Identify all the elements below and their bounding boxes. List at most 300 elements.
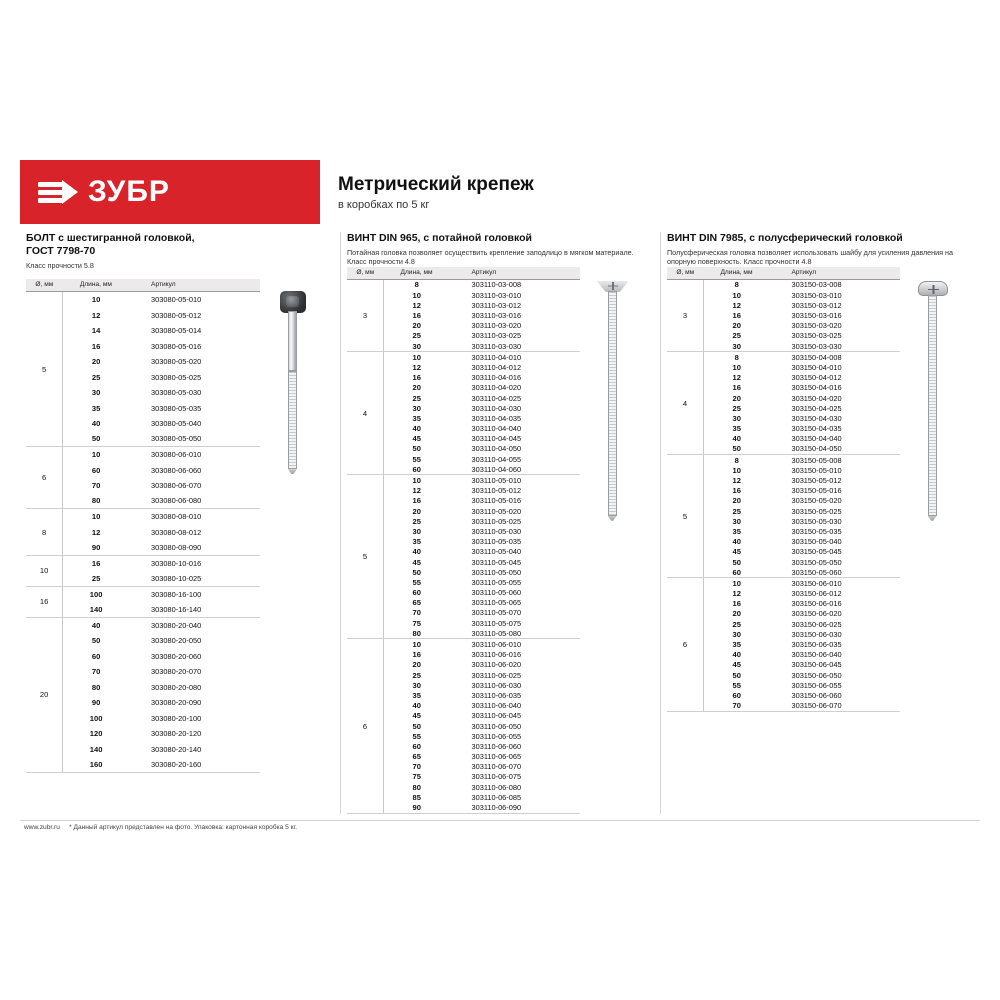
article-cell: 303150-05-012 [791, 476, 842, 485]
length-cell: 16 [412, 650, 421, 660]
article-cell: 303110-04-040 [471, 424, 522, 434]
length-cell: 16 [732, 486, 741, 496]
length-cell: 30 [384, 341, 450, 352]
length-cell: 8 [734, 455, 739, 465]
article-cell: 303110-06-075 [471, 772, 522, 782]
length-cell: 35 [91, 403, 101, 413]
length-cell: 35 [412, 537, 421, 547]
length-cell: 40 [732, 434, 741, 444]
length-cell: 45 [412, 711, 421, 721]
column-header-len: Длина, мм [704, 267, 770, 280]
article-cell: 303110-03-012 [471, 300, 522, 310]
length-cell: 80 [384, 628, 450, 639]
length-cell: 50 [732, 670, 741, 680]
article-cell: 303080-05-030 [151, 388, 202, 397]
length-cell: 100 [89, 713, 103, 723]
length-cell: 45 [412, 557, 421, 567]
article-cell: 303150-03-020 [791, 321, 842, 331]
article-cell: 303080-08-010 [151, 512, 202, 522]
article-cell: 303110-05-016 [471, 496, 522, 506]
length-cell: 30 [91, 388, 101, 397]
brand-block [20, 160, 320, 224]
article-cell: 303110-06-025 [471, 670, 522, 680]
column-header-art: Артикул [450, 267, 580, 280]
article-cell: 303150-04-040 [791, 434, 842, 444]
article-cell: 303150-03-025 [791, 331, 842, 341]
length-cell: 70 [704, 701, 770, 712]
article-cell: 303150-06-025 [791, 619, 842, 629]
length-cell: 25 [412, 393, 421, 403]
article-cell: 303080-20-070 [151, 667, 202, 676]
table-and-image [26, 279, 334, 773]
article-cell: 303150-03-008 [791, 280, 842, 290]
length-cell: 90 [91, 698, 101, 707]
length-cell: 40 [732, 650, 741, 660]
length-cell: 16 [91, 341, 101, 351]
length-cell: 10 [732, 465, 741, 475]
article-cell: 303110-05-035 [471, 537, 522, 547]
article-cell: 303110-05-070 [471, 608, 522, 618]
article-cell: 303110-05-040 [471, 547, 522, 557]
product-image [580, 267, 654, 814]
length-cell: 20 [412, 506, 421, 516]
article-cell: 303110-05-012 [471, 486, 522, 496]
length-cell: 20 [412, 321, 421, 331]
article-cell: 303110-04-016 [471, 373, 522, 383]
article-cell: 303080-20-090 [151, 698, 202, 707]
article-cell: 303110-04-012 [471, 362, 522, 372]
article-cell: 303150-05-008 [791, 455, 842, 465]
length-cell: 40 [91, 620, 101, 630]
length-cell: 40 [412, 547, 421, 557]
column-header-dia: Ø, мм [26, 279, 63, 292]
article-cell: 303110-06-070 [471, 762, 522, 772]
diameter-cell: 6 [667, 578, 704, 711]
article-cell: 303150-05-010 [791, 465, 842, 475]
article-cell: 303080-05-012 [151, 310, 202, 320]
article-cell: 303150-05-030 [791, 516, 842, 526]
spec-table [26, 279, 260, 773]
table-row [667, 578, 900, 589]
article-cell: 303110-05-055 [471, 577, 522, 587]
diameter-cell: 8 [26, 509, 63, 556]
length-cell: 75 [412, 618, 421, 628]
product-column-2 [340, 232, 660, 814]
article-cell: 303080-20-040 [151, 620, 202, 630]
article-cell: 303110-06-030 [471, 680, 522, 690]
length-cell: 12 [732, 373, 741, 383]
diameter-cell: 5 [667, 455, 704, 578]
article-cell: 303080-06-010 [151, 450, 202, 460]
table-row [347, 639, 580, 650]
length-cell: 70 [91, 667, 101, 676]
length-cell: 65 [412, 752, 421, 762]
article-cell: 303110-06-080 [471, 782, 522, 792]
length-cell: 8 [734, 280, 739, 290]
table-row [26, 617, 260, 633]
length-cell: 70 [91, 481, 101, 490]
length-cell: 40 [412, 701, 421, 711]
article-cell: 303150-06-055 [791, 680, 842, 690]
table-row [347, 475, 580, 486]
product-column-3 [660, 232, 980, 814]
article-cell: 303080-20-080 [151, 682, 202, 692]
length-cell: 25 [91, 372, 101, 382]
column-header-len: Длина, мм [63, 279, 129, 292]
table-row [26, 555, 260, 571]
columns-container [20, 232, 980, 814]
length-cell: 20 [91, 357, 101, 366]
length-cell: 16 [412, 311, 421, 320]
article-cell: 303080-20-120 [151, 729, 202, 738]
hex-bolt-icon [260, 291, 324, 491]
length-cell: 12 [412, 362, 421, 372]
length-cell: 45 [412, 434, 421, 444]
article-cell: 303150-06-010 [791, 578, 842, 588]
article-cell: 303150-05-016 [791, 486, 842, 496]
article-cell: 303150-04-050 [769, 444, 899, 455]
article-cell: 303150-06-016 [791, 599, 842, 609]
article-cell: 303110-05-075 [471, 618, 522, 628]
article-cell: 303110-03-030 [450, 341, 580, 352]
article-cell: 303080-05-035 [151, 403, 202, 413]
diameter-cell: 4 [667, 352, 704, 455]
length-cell: 60 [704, 567, 770, 578]
article-cell: 303080-05-040 [151, 419, 202, 428]
article-cell: 303080-16-140 [129, 602, 260, 618]
article-cell: 303150-05-035 [791, 526, 842, 536]
length-cell: 75 [412, 772, 421, 782]
length-cell: 16 [91, 558, 101, 568]
length-cell: 12 [412, 300, 421, 310]
length-cell: 35 [732, 640, 741, 649]
article-cell: 303110-04-035 [471, 413, 522, 423]
footer [20, 820, 980, 831]
diameter-cell: 3 [667, 279, 704, 351]
article-cell: 303110-04-020 [471, 383, 522, 393]
column-header-art: Артикул [769, 267, 899, 280]
article-cell: 303110-06-050 [471, 721, 522, 731]
table-row [26, 292, 260, 308]
diameter-cell: 6 [26, 447, 63, 509]
length-cell: 10 [732, 362, 741, 372]
column-title: ВИНТ DIN 7985, с полусферический головкой [667, 232, 903, 244]
article-cell: 303150-04-030 [791, 413, 842, 423]
length-cell: 90 [384, 802, 450, 813]
length-cell: 35 [412, 413, 421, 423]
article-cell: 303080-05-020 [151, 357, 202, 366]
length-cell: 10 [412, 290, 421, 300]
length-cell: 8 [734, 352, 739, 362]
article-cell: 303150-04-025 [791, 403, 842, 413]
length-cell: 40 [732, 537, 741, 547]
length-cell: 25 [732, 403, 741, 413]
length-cell: 80 [63, 493, 129, 509]
diameter-cell: 5 [347, 475, 384, 639]
length-cell: 12 [732, 589, 741, 599]
length-cell: 85 [412, 792, 421, 802]
length-cell: 80 [412, 782, 421, 792]
table-row [26, 447, 260, 463]
length-cell: 65 [412, 598, 421, 608]
length-cell: 16 [732, 311, 741, 320]
length-cell: 100 [89, 589, 103, 599]
length-cell: 60 [412, 741, 421, 751]
diameter-cell: 4 [347, 352, 384, 475]
article-cell: 303080-06-070 [151, 481, 202, 490]
diameter-cell: 16 [26, 586, 63, 617]
length-cell: 12 [91, 310, 101, 320]
length-cell: 25 [732, 506, 741, 516]
length-cell: 20 [732, 321, 741, 331]
table-row [667, 352, 900, 363]
diameter-cell: 6 [347, 639, 384, 813]
article-cell: 303150-03-010 [791, 290, 842, 300]
length-cell: 10 [91, 295, 101, 305]
length-cell: 30 [732, 629, 741, 639]
article-cell: 303110-05-050 [471, 567, 522, 577]
page-subtitle: в коробках по 5 кг [338, 199, 430, 211]
article-cell: 303110-06-060 [471, 741, 522, 751]
article-cell: 303080-20-160 [129, 757, 260, 773]
article-cell: 303080-20-050 [151, 636, 202, 645]
article-cell: 303110-06-065 [471, 752, 522, 762]
length-cell: 14 [91, 326, 101, 335]
length-cell: 25 [732, 331, 741, 341]
article-cell: 303150-03-012 [791, 300, 842, 310]
table-row [347, 352, 580, 363]
length-cell: 60 [384, 464, 450, 475]
length-cell: 25 [412, 516, 421, 526]
header-text-block [320, 160, 980, 224]
length-cell: 160 [63, 757, 129, 773]
length-cell: 25 [412, 331, 421, 341]
article-cell: 303110-03-008 [471, 280, 522, 290]
length-cell: 20 [412, 383, 421, 393]
product-image [900, 267, 974, 712]
column-title: ВИНТ DIN 965, с потайной головкой [347, 232, 532, 244]
table-row [26, 509, 260, 525]
article-cell: 303110-04-060 [450, 464, 580, 475]
article-cell: 303080-20-140 [151, 744, 202, 754]
article-cell: 303150-06-050 [791, 670, 842, 680]
table-row [667, 455, 900, 466]
length-cell: 16 [732, 383, 741, 393]
article-cell: 303110-05-065 [471, 598, 522, 608]
length-cell: 45 [732, 660, 741, 670]
article-cell: 303150-04-020 [791, 393, 842, 403]
spec-table [667, 267, 900, 712]
footer-note: * Данный артикул представлен на фото. Упаковка: картонная коробка 5 кг. [69, 823, 297, 831]
article-cell: 303080-20-060 [151, 651, 202, 661]
length-cell: 50 [412, 444, 421, 454]
article-cell: 303150-05-020 [791, 496, 842, 506]
article-cell: 303110-03-010 [471, 290, 522, 300]
catalog-sheet [20, 160, 980, 831]
length-cell: 30 [412, 403, 421, 413]
article-cell: 303110-05-045 [471, 557, 522, 567]
table-row [347, 279, 580, 290]
length-cell: 30 [732, 516, 741, 526]
column-note: Потайная головка позволяет осуществить крепление заподлицо в мягком материале. Класс прочности 4.8 [347, 248, 634, 267]
length-cell: 20 [412, 660, 421, 670]
article-cell: 303150-04-008 [791, 352, 842, 362]
diameter-cell: 3 [347, 279, 384, 351]
article-cell: 303150-05-045 [791, 547, 842, 557]
article-cell: 303150-06-045 [791, 660, 842, 670]
article-cell: 303110-06-085 [471, 792, 522, 802]
length-cell: 10 [91, 450, 101, 460]
length-cell: 55 [412, 454, 421, 464]
length-cell: 10 [412, 476, 421, 485]
column-note: Класс прочности 5.8 [26, 261, 94, 271]
article-cell: 303080-05-016 [151, 341, 202, 351]
column-header-dia: Ø, мм [347, 267, 384, 280]
article-cell: 303110-06-055 [471, 731, 522, 741]
length-cell: 40 [412, 424, 421, 434]
length-cell: 10 [412, 640, 421, 649]
length-cell: 60 [412, 588, 421, 598]
column-header-len: Длина, мм [384, 267, 450, 280]
article-cell: 303110-04-030 [471, 403, 522, 413]
length-cell: 45 [732, 547, 741, 557]
article-cell: 303150-05-050 [791, 557, 842, 567]
brand-name: ЗУБР [88, 175, 170, 208]
article-cell: 303110-06-040 [471, 701, 522, 711]
article-cell: 303110-06-045 [471, 711, 522, 721]
diameter-cell: 20 [26, 617, 63, 772]
length-cell: 50 [412, 567, 421, 577]
length-cell: 16 [412, 373, 421, 383]
length-cell: 30 [732, 413, 741, 423]
zubr-arrow-icon [38, 175, 78, 209]
article-cell: 303150-06-020 [791, 609, 842, 619]
article-cell: 303080-05-050 [129, 431, 260, 447]
length-cell: 35 [412, 690, 421, 700]
article-cell: 303110-03-020 [471, 321, 522, 331]
column-header-dia: Ø, мм [667, 267, 704, 280]
article-cell: 303110-05-060 [471, 588, 522, 598]
length-cell: 40 [91, 419, 101, 428]
article-cell: 303080-10-016 [151, 558, 202, 568]
length-cell: 55 [412, 577, 421, 587]
column-header-art: Артикул [129, 279, 260, 292]
length-cell: 50 [704, 444, 770, 455]
length-cell: 12 [732, 476, 741, 485]
pan-head-screw-icon [900, 281, 964, 521]
length-cell: 12 [412, 486, 421, 496]
length-cell: 50 [91, 636, 101, 645]
article-cell: 303110-06-090 [450, 802, 580, 813]
length-cell: 70 [412, 608, 421, 618]
length-cell: 20 [732, 609, 741, 619]
length-cell: 16 [412, 496, 421, 506]
article-cell: 303150-05-025 [791, 506, 842, 516]
article-cell: 303110-04-045 [471, 434, 522, 444]
length-cell: 10 [91, 512, 101, 522]
article-cell: 303110-06-010 [471, 640, 522, 649]
diameter-cell: 5 [26, 292, 63, 447]
length-cell: 55 [412, 731, 421, 741]
table-row [26, 586, 260, 602]
diameter-cell: 10 [26, 555, 63, 586]
table-and-image [667, 267, 974, 712]
length-cell: 10 [732, 290, 741, 300]
article-cell: 303080-05-014 [151, 326, 202, 335]
length-cell: 25 [732, 619, 741, 629]
article-cell: 303110-06-020 [471, 660, 522, 670]
length-cell: 8 [414, 280, 419, 290]
article-cell: 303110-06-035 [471, 690, 522, 700]
length-cell: 70 [412, 762, 421, 772]
article-cell: 303110-03-016 [471, 311, 522, 320]
length-cell: 60 [91, 651, 101, 661]
article-cell: 303110-04-025 [471, 393, 522, 403]
countersunk-screw-icon [580, 281, 644, 521]
article-cell: 303150-06-070 [769, 701, 899, 712]
length-cell: 12 [91, 527, 101, 537]
length-cell: 30 [412, 680, 421, 690]
article-cell: 303080-05-025 [151, 372, 202, 382]
product-image [260, 279, 334, 773]
length-cell: 20 [732, 393, 741, 403]
article-cell: 303110-05-010 [471, 476, 522, 485]
length-cell: 10 [412, 352, 421, 362]
article-cell: 303150-06-030 [791, 629, 842, 639]
article-cell: 303110-05-030 [471, 526, 522, 536]
article-cell: 303080-10-025 [129, 571, 260, 587]
article-cell: 303110-05-020 [471, 506, 522, 516]
article-cell: 303110-04-055 [471, 454, 522, 464]
length-cell: 140 [89, 744, 103, 754]
column-note: Полусферическая головка позволяет использовать шайбу для усиления давления на опорную поверхность. Класс прочности 4.8 [667, 248, 954, 267]
article-cell: 303150-04-035 [791, 424, 842, 434]
article-cell: 303080-16-100 [151, 589, 202, 599]
length-cell: 50 [63, 431, 129, 447]
article-cell: 303080-06-080 [129, 493, 260, 509]
article-cell: 303080-20-100 [151, 713, 202, 723]
length-cell: 60 [732, 690, 741, 700]
article-cell: 303150-04-010 [791, 362, 842, 372]
column-title: БОЛТ с шестигранной головкой, ГОСТ 7798-70 [26, 232, 195, 258]
table-and-image [347, 267, 654, 814]
product-column-1 [20, 232, 340, 814]
article-cell: 303110-04-050 [471, 444, 522, 454]
length-cell: 16 [732, 599, 741, 609]
length-cell: 50 [732, 557, 741, 567]
article-cell: 303150-04-016 [791, 383, 842, 393]
length-cell: 12 [732, 300, 741, 310]
article-cell: 303150-06-060 [791, 690, 842, 700]
length-cell: 20 [732, 496, 741, 506]
article-cell: 303110-05-025 [471, 516, 522, 526]
article-cell: 303150-04-012 [791, 373, 842, 383]
length-cell: 25 [63, 571, 129, 587]
length-cell: 50 [412, 721, 421, 731]
article-cell: 303080-06-060 [151, 465, 202, 475]
spec-table [347, 267, 580, 814]
article-cell: 303150-05-040 [791, 537, 842, 547]
article-cell: 303080-05-010 [151, 295, 202, 305]
article-cell: 303080-08-090 [129, 540, 260, 556]
length-cell: 35 [732, 526, 741, 536]
length-cell: 30 [412, 526, 421, 536]
article-cell: 303080-08-012 [151, 527, 202, 537]
length-cell: 10 [732, 578, 741, 588]
article-cell: 303150-06-035 [791, 640, 842, 649]
length-cell: 90 [63, 540, 129, 556]
article-cell: 303110-06-016 [471, 650, 522, 660]
